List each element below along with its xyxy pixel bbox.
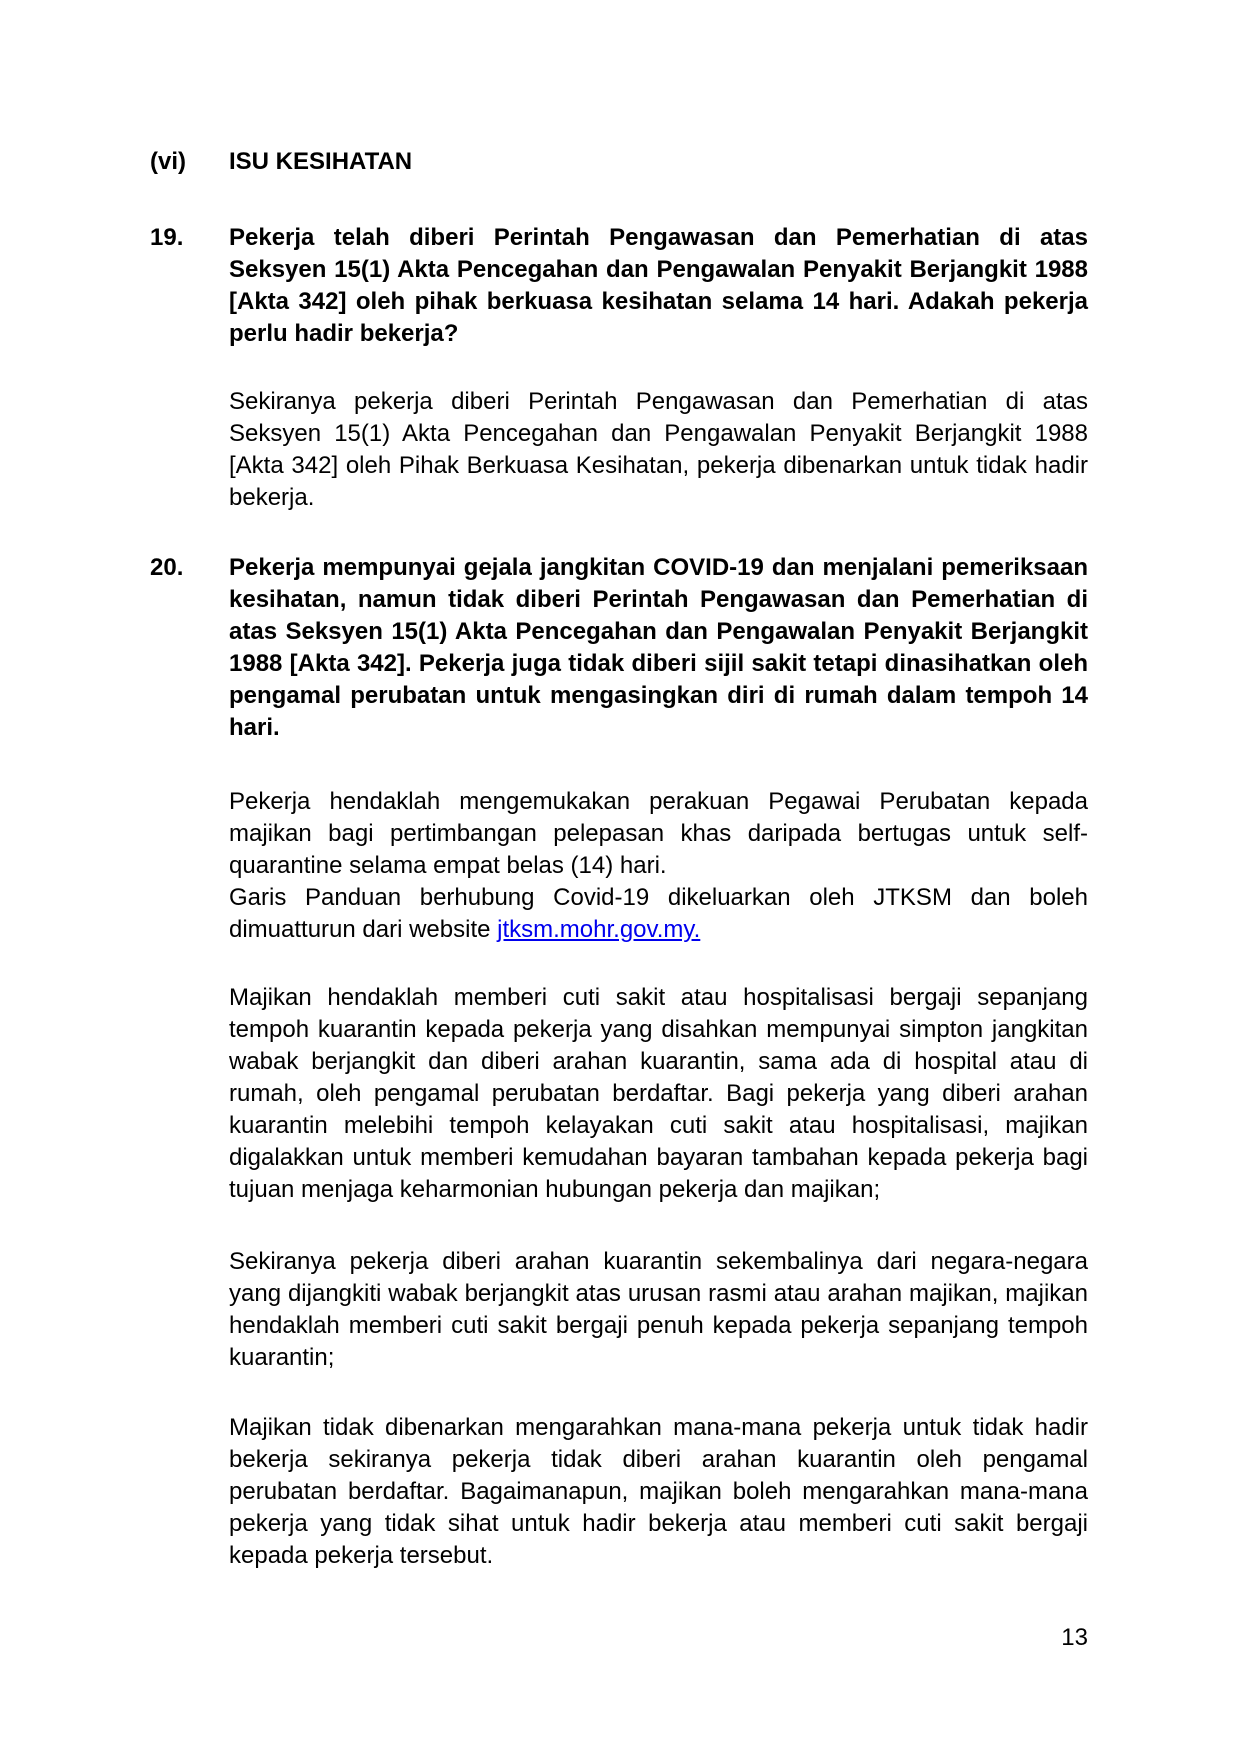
- item-20-answer2-row: [150, 982, 1088, 1206]
- item-20-question: Pekerja mempunyai gejala jangkitan COVID-19 dan menjalani pemeriksaan kesihatan, namun tidak diberi Perintah Pengawasan dan Pemerhatian di atas Seksyen 15(1) Akta Pencegahan dan Pengawalan Penyakit Berjangkit 1988 [Akta 342]. Pekerja juga tidak diberi sijil sakit tetapi dinasihatkan oleh pengamal perubatan untuk mengasingkan diri di rumah dalam tempoh 14 hari.: [229, 554, 1088, 741]
- item-20-number: 20.: [150, 554, 184, 581]
- item-20-question-row: [150, 552, 1088, 744]
- section-label: (vi): [150, 148, 186, 175]
- item-20-answer1b: [229, 882, 1088, 946]
- item-20-answer1: [229, 786, 1088, 946]
- item-19-answer-row: [150, 386, 1088, 514]
- page-number: 13: [1061, 1624, 1088, 1651]
- section-heading: [150, 146, 1088, 178]
- item-20-answer4: Majikan tidak dibenarkan mengarahkan mana-mana pekerja untuk tidak hadir bekerja sekiranya pekerja tidak diberi arahan kuarantin oleh pengamal perubatan berdaftar. Bagaimanapun, majikan boleh mengarahkan mana-mana pekerja yang tidak sihat untuk hadir bekerja atau memberi cuti sakit bergaji kepada pekerja tersebut.: [229, 1414, 1088, 1569]
- item-20-answer3-row: [150, 1246, 1088, 1374]
- item-19-answer: Sekiranya pekerja diberi Perintah Pengawasan dan Pemerhatian di atas Seksyen 15(1) Akta Pencegahan dan Pengawalan Penyakit Berjangkit 1988 [Akta 342] oleh Pihak Berkuasa Kesihatan, pekerja dibenarkan untuk tidak hadir bekerja.: [229, 388, 1088, 511]
- item-20-answer3: Sekiranya pekerja diberi arahan kuarantin sekembalinya dari negara-negara yang dijangkiti wabak berjangkit atas urusan rasmi atau arahan majikan, majikan hendaklah memberi cuti sakit bergaji penuh kepada pekerja sepanjang tempoh kuarantin;: [229, 1248, 1088, 1371]
- item-20-answer4-row: [150, 1412, 1088, 1572]
- item-19-number: 19.: [150, 224, 184, 251]
- item-20-answer2: Majikan hendaklah memberi cuti sakit atau hospitalisasi bergaji sepanjang tempoh kuarantin kepada pekerja yang disahkan mempunyai simpton jangkitan wabak berjangkit dan diberi arahan kuarantin, sama ada di hospital atau di rumah, oleh pengamal perubatan berdaftar. Bagi pekerja yang diberi arahan kuarantin melebihi tempoh kelayakan cuti sakit atau hospitalisasi, majikan digalakkan untuk memberi kemudahan bayaran tambahan kepada pekerja bagi tujuan menjaga keharmonian hubungan pekerja dan majikan;: [229, 984, 1088, 1203]
- section-title: ISU KESIHATAN: [229, 148, 413, 175]
- item-20-answer1b-text: Garis Panduan berhubung Covid-19 dikeluarkan oleh JTKSM dan boleh dimuatturun dari website: [229, 884, 1088, 943]
- jtksm-website-link[interactable]: jtksm.mohr.gov.my.: [497, 916, 701, 943]
- document-content: [150, 146, 1088, 1572]
- item-20-answer1a: Pekerja hendaklah mengemukakan perakuan Pegawai Perubatan kepada majikan bagi pertimbangan pelepasan khas daripada bertugas untuk self-quarantine selama empat belas (14) hari.: [229, 788, 1088, 879]
- item-19-question-row: [150, 222, 1088, 350]
- item-20-answer1-row: [150, 786, 1088, 946]
- item-19-question: Pekerja telah diberi Perintah Pengawasan dan Pemerhatian di atas Seksyen 15(1) Akta Pencegahan dan Pengawalan Penyakit Berjangkit 1988 [Akta 342] oleh pihak berkuasa kesihatan selama 14 hari. Adakah pekerja perlu hadir bekerja?: [229, 224, 1088, 347]
